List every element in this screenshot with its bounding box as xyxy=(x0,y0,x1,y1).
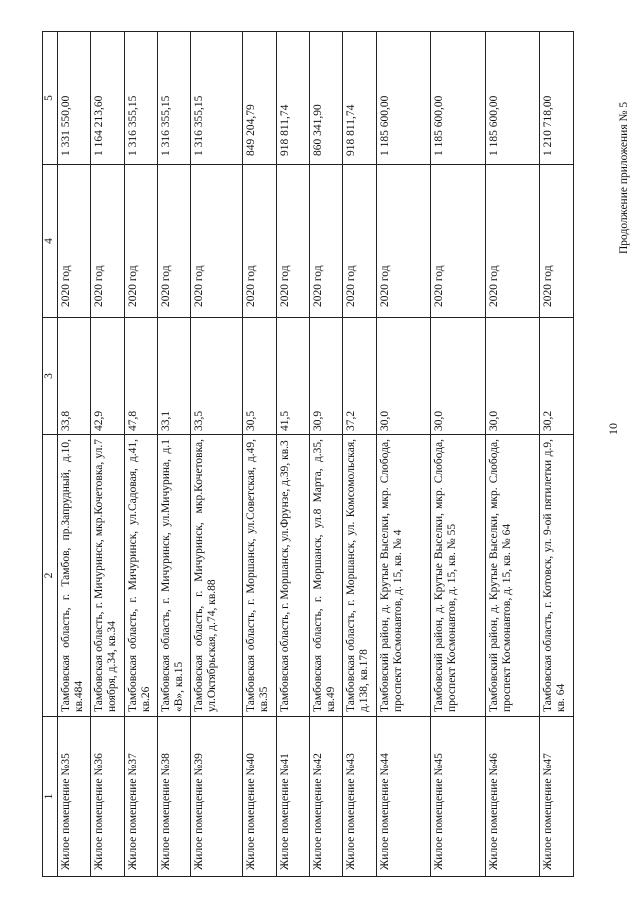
property-area: 41,5 xyxy=(277,318,310,435)
page-number: 10 xyxy=(606,423,620,435)
property-cost: 1 210 718,00 xyxy=(540,32,574,165)
property-area: 42,9 xyxy=(91,318,125,435)
property-address: Тамбовский район, д. Крутые Выселки, мкр. Слобода, проспект Космонавтов, д. 15, кв. № 64 xyxy=(486,435,540,717)
property-table xyxy=(42,31,574,877)
acquisition-year: 2020 год xyxy=(431,165,486,318)
property-address: Тамбовская область, г. Котовск, ул. 9-ой пятилетки д.9, кв. 64 xyxy=(540,435,574,717)
appendix-title: Продолжение приложения № 5 xyxy=(618,101,630,254)
acquisition-year: 2020 год xyxy=(377,165,431,318)
acquisition-year: 2020 год xyxy=(158,165,191,318)
property-address: Тамбовская область, г. Моршанск, ул.Фрунзе, д.39, кв.3 xyxy=(277,435,310,717)
property-area: 30,5 xyxy=(243,318,277,435)
column-header: 3 xyxy=(43,318,58,435)
property-address: Тамбовская область, г. Тамбов, пр.Запрудный, д.10, кв.484 xyxy=(58,435,91,717)
property-cost: 860 341,90 xyxy=(310,32,343,165)
table-row xyxy=(191,32,243,877)
property-name: Жилое помещение №44 xyxy=(377,717,431,877)
column-header: 5 xyxy=(43,32,58,165)
property-name: Жилое помещение №46 xyxy=(486,717,540,877)
acquisition-year: 2020 год xyxy=(277,165,310,318)
property-area: 33,8 xyxy=(58,318,91,435)
property-area: 47,8 xyxy=(125,318,158,435)
table-row xyxy=(58,32,91,877)
property-address: Тамбовская область, г. Мичуринск, мкр.Кочетовка, ул.7 ноября, д.34, кв.34 xyxy=(91,435,125,717)
property-address: Тамбовская область, г. Мичуринск, мкр.Кочетовка, ул.Октябрьская, д.74, кв.88 xyxy=(191,435,243,717)
property-cost: 1 164 213,60 xyxy=(91,32,125,165)
property-cost: 1 185 600,00 xyxy=(486,32,540,165)
table-row xyxy=(158,32,191,877)
property-cost: 1 185 600,00 xyxy=(431,32,486,165)
property-address: Тамбовская область, г. Мичуринск, ул.Мичурина, д.1 «В», кв.15 xyxy=(158,435,191,717)
property-name: Жилое помещение №45 xyxy=(431,717,486,877)
acquisition-year: 2020 год xyxy=(91,165,125,318)
table-row xyxy=(91,32,125,877)
table-row xyxy=(310,32,343,877)
property-name: Жилое помещение №36 xyxy=(91,717,125,877)
acquisition-year: 2020 год xyxy=(310,165,343,318)
property-cost: 1 316 355,15 xyxy=(191,32,243,165)
property-cost: 1 185 600,00 xyxy=(377,32,431,165)
property-area: 30,0 xyxy=(377,318,431,435)
property-name: Жилое помещение №35 xyxy=(58,717,91,877)
property-cost: 1 316 355,15 xyxy=(158,32,191,165)
property-address: Тамбовский район, д. Крутые Выселки, мкр. Слобода, проспект Космонавтов, д. 15, кв. № 55 xyxy=(431,435,486,717)
table-row xyxy=(486,32,540,877)
table-row xyxy=(377,32,431,877)
acquisition-year: 2020 год xyxy=(343,165,377,318)
property-area: 37,2 xyxy=(343,318,377,435)
column-header: 2 xyxy=(43,435,58,717)
property-cost: 918 811,74 xyxy=(277,32,310,165)
property-name: Жилое помещение №38 xyxy=(158,717,191,877)
column-header: 4 xyxy=(43,165,58,318)
property-name: Жилое помещение №43 xyxy=(343,717,377,877)
property-area: 33,5 xyxy=(191,318,243,435)
property-cost: 849 204,79 xyxy=(243,32,277,165)
property-cost: 1 331 550,00 xyxy=(58,32,91,165)
property-cost: 1 316 355,15 xyxy=(125,32,158,165)
property-address: Тамбовская область, г. Мичуринск, ул.Садовая, д.41, кв.26 xyxy=(125,435,158,717)
table-row xyxy=(540,32,574,877)
table-row xyxy=(243,32,277,877)
property-name: Жилое помещение №40 xyxy=(243,717,277,877)
property-address: Тамбовская область, г. Моршанск, ул.8 Марта, д.35, кв.49 xyxy=(310,435,343,717)
property-address: Тамбовская область, г. Моршанск, ул. Комсомольская, д.138, кв.178 xyxy=(343,435,377,717)
property-name: Жилое помещение №37 xyxy=(125,717,158,877)
property-area: 30,0 xyxy=(486,318,540,435)
property-area: 30,0 xyxy=(431,318,486,435)
acquisition-year: 2020 год xyxy=(540,165,574,318)
acquisition-year: 2020 год xyxy=(486,165,540,318)
property-address: Тамбовский район, д. Крутые Выселки, мкр. Слобода, проспект Космонавтов, д. 15, кв. № 4 xyxy=(377,435,431,717)
property-area: 33,1 xyxy=(158,318,191,435)
table-row xyxy=(431,32,486,877)
table-row xyxy=(277,32,310,877)
column-header: 1 xyxy=(43,717,58,877)
acquisition-year: 2020 год xyxy=(125,165,158,318)
acquisition-year: 2020 год xyxy=(58,165,91,318)
table-row xyxy=(125,32,158,877)
property-name: Жилое помещение №47 xyxy=(540,717,574,877)
property-name: Жилое помещение №39 xyxy=(191,717,243,877)
acquisition-year: 2020 год xyxy=(191,165,243,318)
acquisition-year: 2020 год xyxy=(243,165,277,318)
property-name: Жилое помещение №42 xyxy=(310,717,343,877)
table-header-row xyxy=(43,32,58,877)
property-area: 30,9 xyxy=(310,318,343,435)
property-cost: 918 811,74 xyxy=(343,32,377,165)
table-row xyxy=(343,32,377,877)
property-area: 30,2 xyxy=(540,318,574,435)
property-name: Жилое помещение №41 xyxy=(277,717,310,877)
property-address: Тамбовская область, г. Моршанск, ул.Советская, д.49, кв.35 xyxy=(243,435,277,717)
